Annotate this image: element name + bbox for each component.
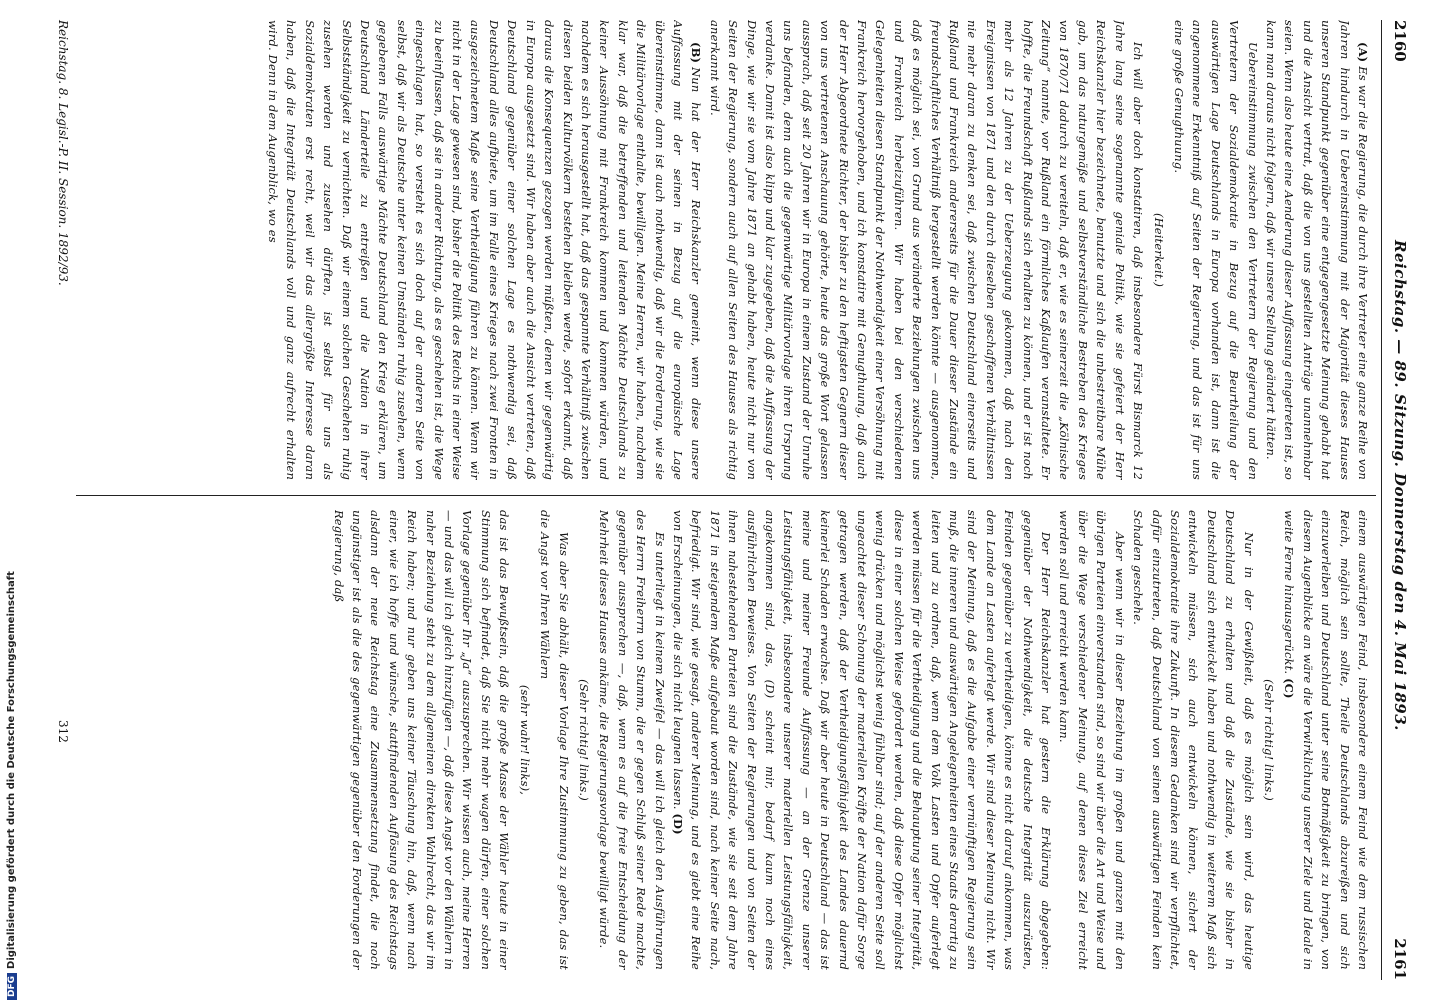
dfg-logo: DFG xyxy=(7,973,17,1000)
right-column xyxy=(82,510,1372,970)
interjection: (Sehr richtig! links.) xyxy=(1261,679,1276,801)
paragraph: Uebereinstimmung zwischen den Vertretern der Regierung und den Vertretern der Sozialdemokratie in Bezug auf die Beurtheilung der auswärtigen Lage Deutschlands in Europa vorhanden ist, dann ist die angenommene Erkenntniß auf Seiten der Regierung, und das ist für uns eine große Genugthuung. xyxy=(1171,20,1260,480)
interjection: (Sehr richtig! links.) xyxy=(576,679,591,801)
interjection: (Heiterkeit.) xyxy=(1151,212,1166,288)
paragraph: Der Herr Reichskanzler hat gestern die Erklärung abgegeben: gegenüber der Nothwendigkeit, die deutsche Integrität auszurüsten, Feinden gegenüber zu vertheidigen, könne es nicht darauf ankommen, was dem Lande an Lasten auferlegt werde. Wir sind dieser Meinung nicht. Wir sind der Meinung, daß es die Aufgabe einer vernünftigen Regierung sein muß, die inneren und auswärtigen Angelegenheiten eines Staats derartig zu leiten und zu ordnen, daß, wenn dem Volk Lasten und Opfer auferlegt werden müssen für die Vertheidigung und die Behauptung seiner Integrität, diese in einer solchen Weise gefordert werden, daß diese Opfer möglichst wenig drücken und möglichst wenig fühlbar sind; auf der anderen Seite soll ungeachtet dieser Schonung der materiellen Kräfte der Nation dafür Sorge getragen werden, daß der Vertheidigungsfähigkeit des Landes dauernd keinerlei Schaden erwachse. Daß wir aber heute in Deutschland — das ist meine und meiner Freunde Auffassung — an der Grenze unserer Leistungsfähigkeit, insbesondere unserer materiellen Leistungsfähigkeit, angekommen sind, das, (D) scheint mir, bedarf kaum noch eines ausführlichen Beweises. Von Seiten der Regierungen und von Seiten der ihnen nahestehenden Parteien sind die Zustände, wie sie seit dem Jahre 1871 in steigendem Maße aufgebaut worden sind, nach keiner Seite nach, befriedigt. Wir sind, wie gesagt, anderer Meinung, und es giebt eine Reihe von Erscheinungen, die sich nicht leugnen lassen. (D) xyxy=(670,510,1054,970)
paragraph: Aber wenn wir in dieser Beziehung im großen und ganzen mit den übrigen Parteien einverstanden sind, so sind wir über die Art und Weise und über die Wege verschiedener Meinung, auf denen dieses Ziel erreicht werden soll und erreicht werden kann. xyxy=(1057,510,1127,970)
paragraph: Es unterliegt in keinem Zweifel — das will ich gleich den Ausführungen des Herrn Freiherrn von Stumm, die er gegen Schluß seiner Rede machte, gegenüber aussprechen —, daß, wenn es auf die freie Entscheidung der Mehrheit dieses Hauses ankäme, die Regierungsvorlage bewilligt würde. xyxy=(597,510,667,970)
footer-source: Reichstag. 8. Legisl.-P. II. Session. 1892/93. xyxy=(56,20,70,286)
paragraph: Was aber Sie abhält, dieser Vorlage Ihre Zustimmung zu geben, das ist die Angst vor Ihren Wählern xyxy=(538,510,571,970)
column-divider xyxy=(76,495,1376,496)
page-title: Reichstag. — 89. Sitzung. Donnerstag den 4. Mai 1893. xyxy=(1391,240,1409,731)
digitization-note-text: Digitalisierung gefördert durch die Deutsche Forschungsgemeinschaft xyxy=(6,571,17,969)
page-header xyxy=(1386,20,1412,980)
paragraph: einem auswärtigen Feind, insbesondere einem Feind wie dem russischen Reich, möglich sein sollte, Theile Deutschlands abzureißen und sich einzuverleiben und Deutschland unter seine Botmäßigkeit zu bringen, von diesem Augenblicke an wäre die Verwirklichung unserer Ziele und Ideale in weite Ferne hinausgerückt. (C) xyxy=(1282,510,1370,970)
paragraph: (B)Nun hat der Herr Reichskanzler gemeint, wenn diese unsere Auffassung mit der seinen in Bezug auf die europäische Lage übereinstimme, dann ist auch nothwendig, daß wir die Forderung, wie sie die Militärvorlage enthalte, bewilligen. Meine Herren, wir haben, nachdem klar war, daß die betreffenden und leitenden Mächte Deutschlands zu keiner Aussöhnung mit Frankreich kommen und kommen würden, und nachdem es sich herausgestellt hat, daß das gespannte Verhältniß zwischen diesen beiden Kulturvölkern bestehen bleiben werde, sofort erkannt, daß daraus die Konsequenzen gezogen werden müßten, denen wir gegenwärtig in Europa ausgesetzt sind. Wir haben aber auch die Ansicht vertreten, daß Deutschland gegenüber einer solchen Lage es nothwendig sei, daß Deutschland alles aufbiete, um im Falle eines Krieges nach zwei Fronten in ausgezeichnetem Maße seine Vertheidigung führen zu können. Wenn wir nicht in der Lage gewesen sind, bisher die Politik des Reichs in einer Weise zu beeinflussen, daß sie in anderer Richtung, als es geschehen ist, die Wege eingeschlagen hat, so versteht es sich doch auf der anderen Seite von selbst, daß wir als Deutsche unter keinen Umständen ruhig zusehen, wenn gegebenen Falls auswärtige Mächte Deutschland den Krieg erklären, um Deutschland Länderteile zu entreißen und die Nation in ihrer Selbstständigkeit zu vernichten. Daß wir einem solchen Geschehen ruhig zusehen werden und zusehen dürften, ist selbst für uns als Sozialdemokraten erst recht, weil wir das allergrößte Interesse daran haben, daß die Integrität Deutschlands voll und ganz aufrecht erhalten wird. Denn in dem Augenblick, wo es xyxy=(266,20,704,480)
left-column xyxy=(82,20,1372,480)
paragraph: Ich will aber doch konstatiren, daß insbesondere Fürst Bismarck 12 Jahre lang seine sogenannte geniale Politik, wie sie gefeiert der Herr Reichskanzler hier bezeichnete, benutzte und sich die unbestreitbare Mühe gab, um das naturgemäße und selbstverständliche Bestreben des Krieges von 1870/71 dadurch zu vereiteln, daß er, wie es seinerzeit die „Kölnische Zeitung“ nannte, vor Rußland ein förmliches Kaßlaufen veranstaltete. Er hoffte, die Freundschaft Rußlands sich erhalten zu können, und er ist noch mehr als 12 Jahren zu der Ueberzeugung gekommen, daß nach den Ereignissen von 1871 und den durch dieselben geschaffenen Verhältnissen nie mehr daran zu denken sei, daß zwischen Deutschland einerseits und Rußland und Frankreich andererseits für die Dauer dieser Zustände ein freundschaftliches Verhältniß hergestellt werden könnte — ausgenommen, daß es möglich sei, von Grund aus veränderte Beziehungen zwischen uns und Frankreich herbeizuführen. Wir haben bei den verschiedenen Gelegenheiten diesen Standpunkt der Nothwendigkeit einer Versöhnung mit Frankreich hervorgehoben, und ich konstatire mit Genugthuung, daß auch der Herr Abgeordnete Richter, der bisher zu den heftigsten Gegnern dieser von uns vertretenen Anschauung gehörte, heute das große Wort gelassen aussprach, daß seit 20 Jahren wir in Europa in einem Zustand der Unruhe uns befanden, denn auch die gegenwärtige Militärvorlage ihren Ursprung verdanke. Damit ist also klipp und klar zugegeben, daß die Auffassung der Dinge, wie wir sie vom Jahre 1871 an gehabt haben, heute nicht nur von Seiten der Regierung, sondern auch auf allen Seiten des Hauses als richtig anerkannt wird. xyxy=(707,20,1146,480)
paragraph: Nur in der Gewißheit, daß es möglich sein wird, das heutige Deutschland zu erhalten und daß die Zustände, wie sie bisher in Deutschland sich entwickelt haben und nothwendig in weiterem Maß sich entwickeln müssen, sich auch entwickeln können, sichert der Sozialdemokratie ihre Zukunft. In diesem Gedanken sind wir verpflichtet, dafür einzutreten, daß Deutschland von seinen auswärtigen Feinden kein Schaden geschehe. xyxy=(1131,510,1256,970)
paragraph: das ist das Bewußtsein, daß die große Masse der Wähler heute in einer Stimmung sich befindet, daß Sie nicht mehr wagen dürfen, einer solchen Vorlage gegenüber Ihr „Ja“ auszusprechen. Wir wissen auch, meine Herren — und das will ich gleich hinzufügen —, daß diese Angst vor den Wählern in naher Beziehung steht zu dem allgemeinen direkten Wahlrecht, das wir im Reich haben; und nur geben uns keiner Täuschung hin, daß, wenn nach einer, wie ich hoffe und wünsche, stattfindenden Auflösung des Reichstags alsdann der neue Reichstag eine Zusammensetzung findet, die noch ungünstiger ist als die des gegenwärtigen gegenüber den Forderungen der Regierung, daß xyxy=(331,510,512,970)
digitization-note xyxy=(6,0,20,1000)
page-footer xyxy=(50,20,70,980)
header-rule xyxy=(1381,20,1382,980)
footer-page-number: 312 xyxy=(56,720,70,743)
rotated-page-content xyxy=(12,20,1412,980)
interjection: (sehr wahr! links), xyxy=(517,684,532,796)
page-number-right: 2161 xyxy=(1391,938,1409,980)
paragraph: (A)Es war die Regierung, die durch ihre Vertreter eine ganze Reihe von Jahren hindurch in Uebereinstimmung mit der Majorität dieses Hauses unseren Standpunkt gegenüber eine entgegengesetzte Meinung gehabt hat und die Ansicht vertrat, daß die von uns gestellten Anträge unannehmbar seien. Wenn also heute eine Aenderung dieser Auffassung eingetreten ist, so kann man daraus nicht folgern, daß wir unsere Stellung geändert hätten. xyxy=(1263,20,1370,480)
page-number-left: 2160 xyxy=(1391,20,1409,62)
margin-marker-b: (B) xyxy=(689,42,704,64)
margin-marker-a: (A) xyxy=(1356,42,1370,63)
margin-marker-c: (C) xyxy=(1282,678,1297,699)
margin-marker-d: (D) xyxy=(670,813,685,835)
